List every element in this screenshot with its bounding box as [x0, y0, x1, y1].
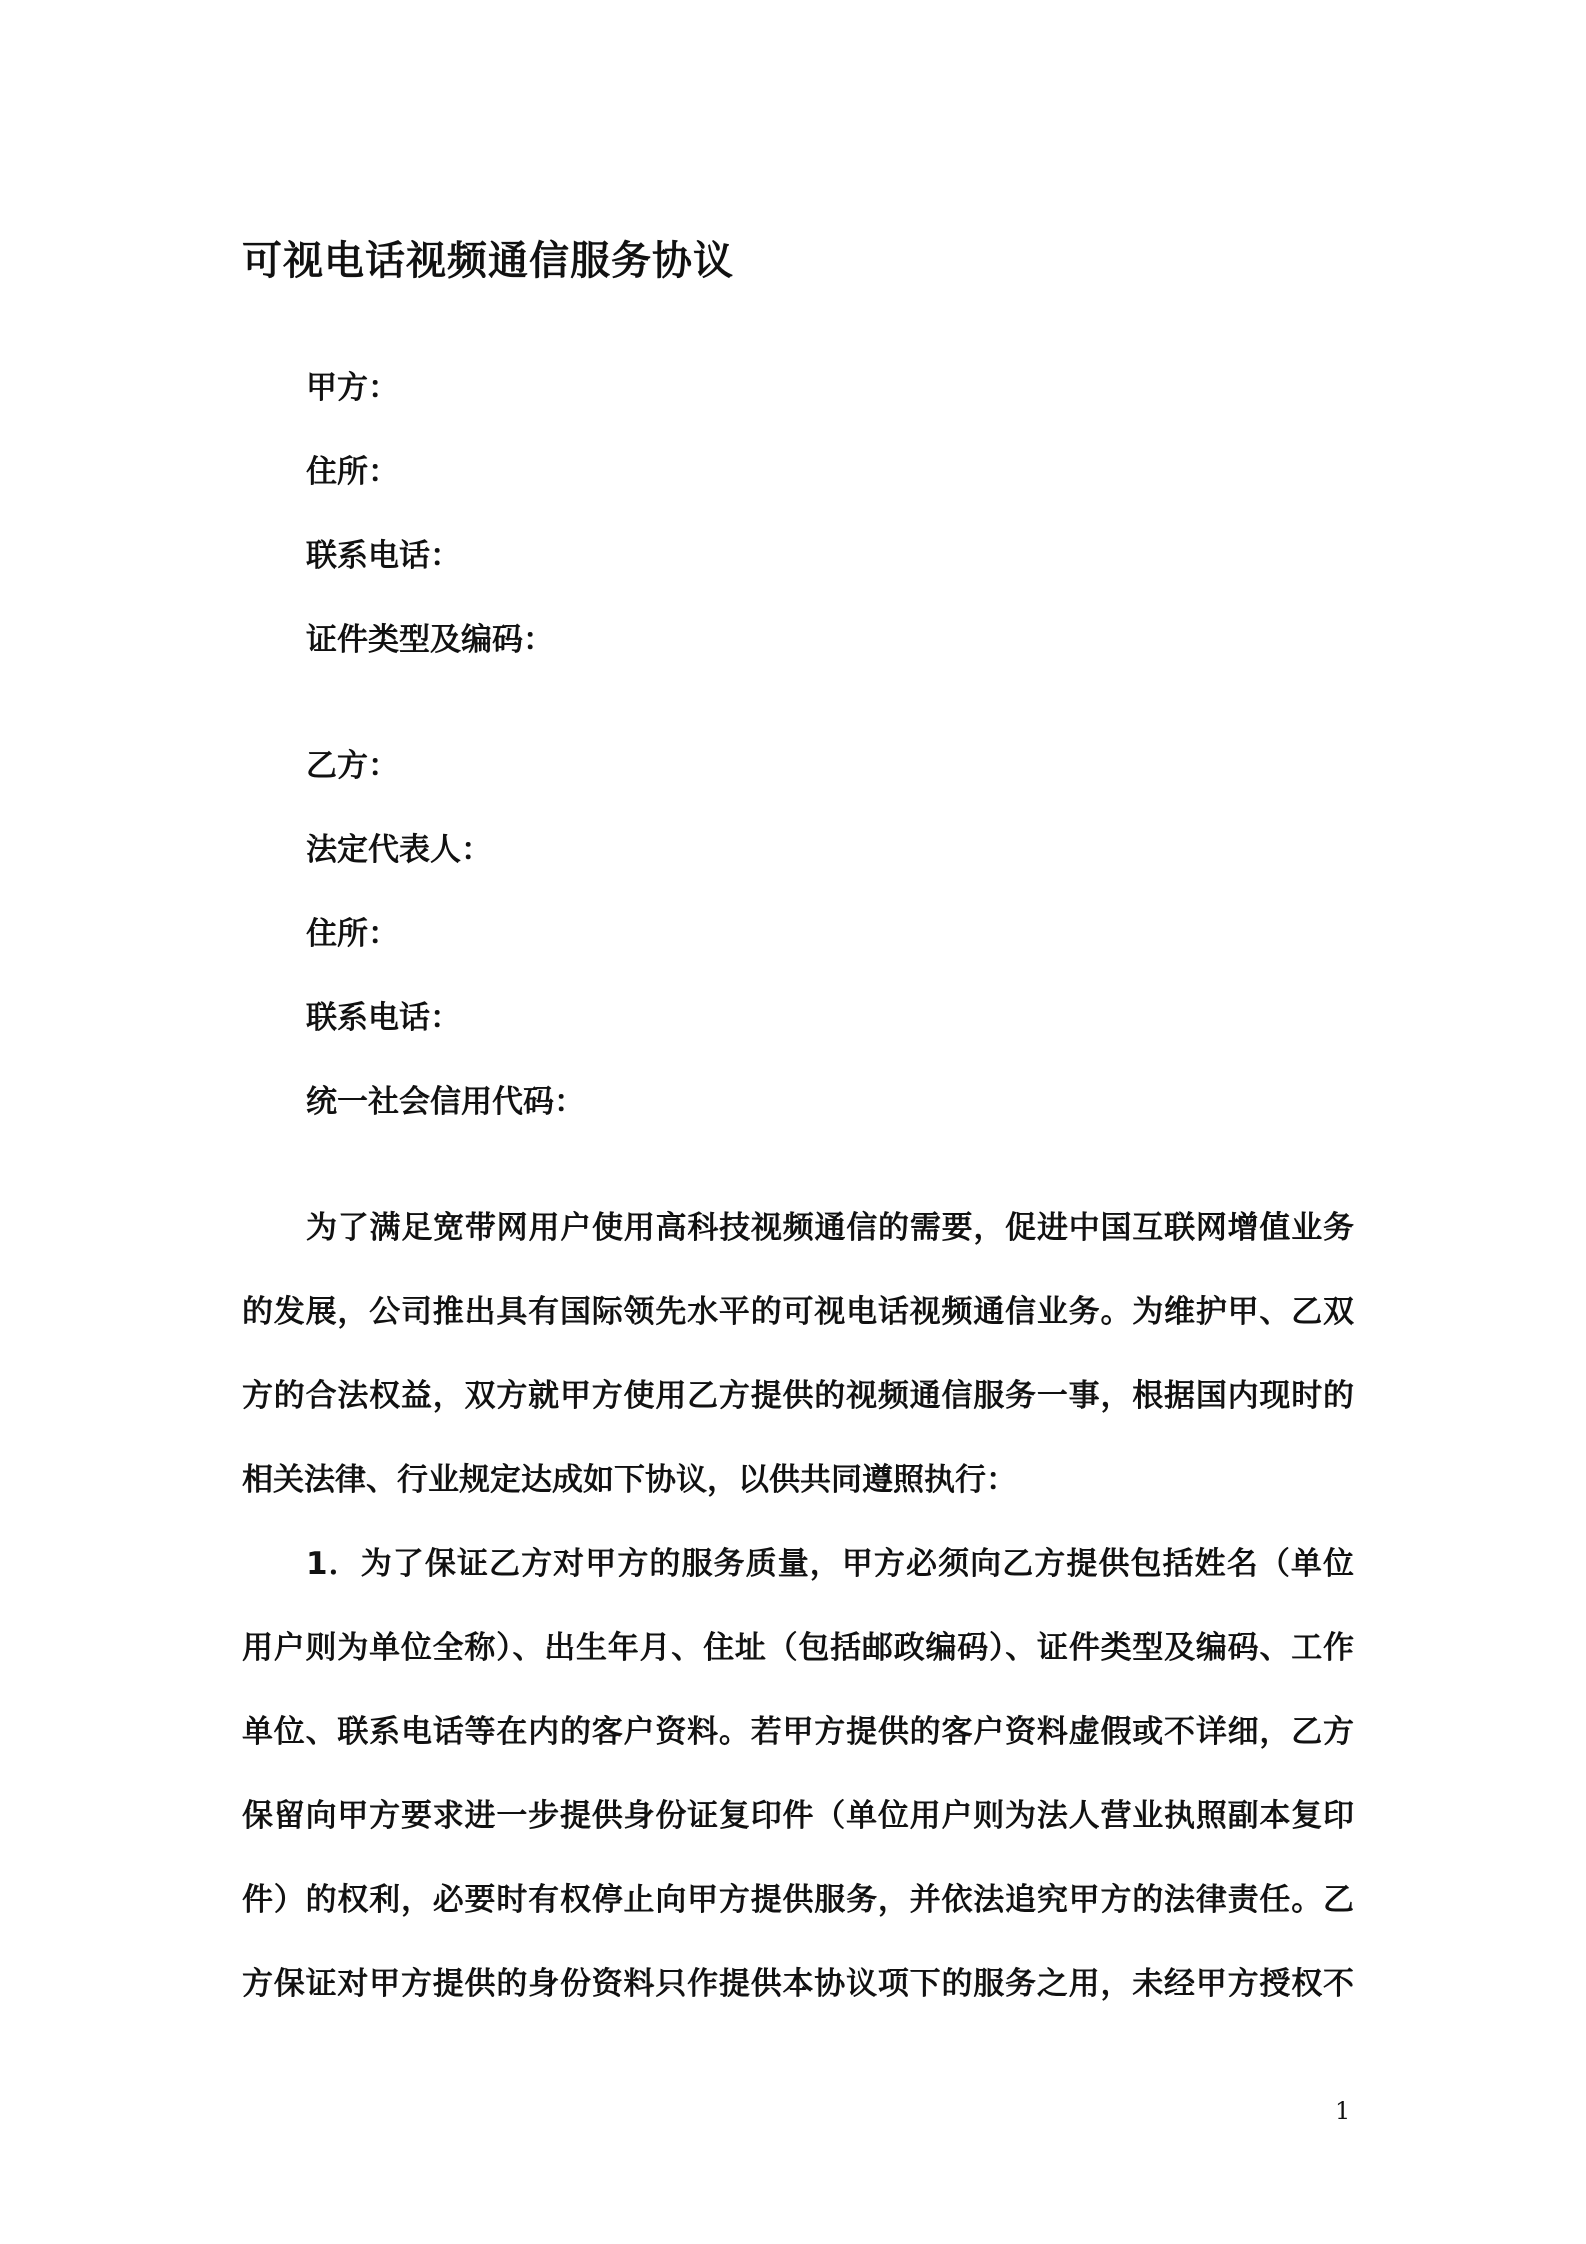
page-number: 1: [1335, 2097, 1351, 2125]
document-title: 可视电话视频通信服务协议: [242, 238, 734, 284]
body-line: 用户则为单位全称）、出生年月、住址（包括邮政编码）、证件类型及编码、工作: [242, 1630, 1354, 1666]
party-b-phone-label: 联系电话：: [306, 1000, 461, 1036]
party-b-address-label: 住所：: [306, 916, 399, 952]
body-line: 1．为了保证乙方对甲方的服务质量，甲方必须向乙方提供包括姓名（单位: [306, 1546, 1354, 1582]
body-line: 方的合法权益，双方就甲方使用乙方提供的视频通信服务一事，根据国内现时的: [242, 1378, 1354, 1414]
body-line: 的发展，公司推出具有国际领先水平的可视电话视频通信业务。为维护甲、乙双: [242, 1294, 1354, 1330]
body-line: 件）的权利，必要时有权停止向甲方提供服务，并依法追究甲方的法律责任。乙: [242, 1882, 1354, 1918]
party-b-legal-rep-label: 法定代表人：: [306, 832, 492, 868]
party-a-phone-label: 联系电话：: [306, 538, 461, 574]
body-line: 相关法律、行业规定达成如下协议，以供共同遵照执行：: [242, 1462, 1017, 1498]
party-a-label: 甲方：: [306, 370, 399, 406]
body-line: 保留向甲方要求进一步提供身份证复印件（单位用户则为法人营业执照副本复印: [242, 1798, 1354, 1834]
party-b-label: 乙方：: [306, 748, 399, 784]
body-line: 单位、联系电话等在内的客户资料。若甲方提供的客户资料虚假或不详细，乙方: [242, 1714, 1354, 1750]
body-line: 方保证对甲方提供的身份资料只作提供本协议项下的服务之用，未经甲方授权不: [242, 1966, 1354, 2002]
body-line: 为了满足宽带网用户使用高科技视频通信的需要，促进中国互联网增值业务: [306, 1210, 1354, 1246]
party-a-address-label: 住所：: [306, 454, 399, 490]
party-a-id-label: 证件类型及编码：: [306, 622, 554, 658]
party-b-credit-code-label: 统一社会信用代码：: [306, 1084, 585, 1120]
